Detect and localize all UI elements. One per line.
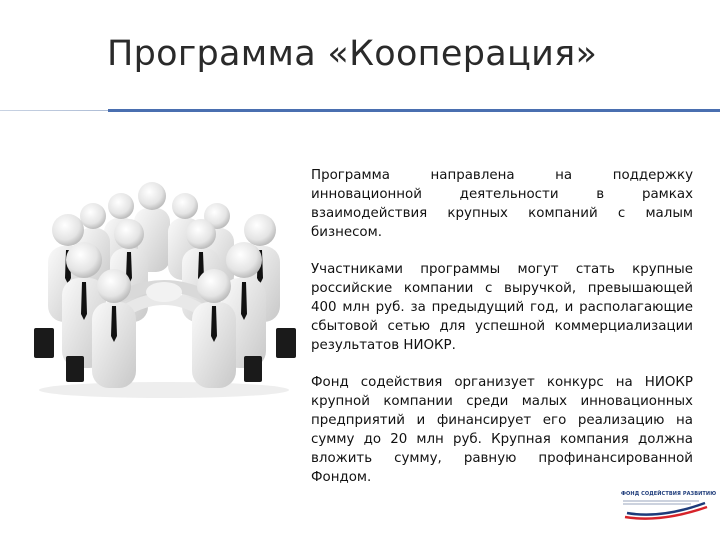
body-text bbox=[311, 166, 693, 505]
fund-logo-icon bbox=[621, 497, 711, 523]
paragraph-participants: Участниками программы могут стать крупные российские компании с выручкой, превышающей 400 млн руб. за предыдущий год, и располагающие сбытовой сетью для успешной коммерциализации результатов НИОКР. bbox=[311, 262, 693, 353]
fund-logo-text: ФОНД СОДЕЙСТВИЯ РАЗВИТИЮ bbox=[621, 491, 717, 497]
slide-title: Программа «Кооперация» bbox=[107, 34, 598, 74]
business-team-handshake-icon bbox=[22, 168, 307, 400]
paragraph-program-goal: Программа направлена на поддержку инновационной деятельности в рамках взаимодействия крупных компаний с малым бизнесом. bbox=[311, 168, 693, 240]
paragraph-fund-role: Фонд содействия организует конкурс на НИОКР крупной компании среди малых инновационных предприятий и финансирует его реализацию на сумму до 20 млн руб. Крупная компания должна вложить сумму, равную профинансированной Фондом. bbox=[311, 375, 693, 485]
fund-logo bbox=[621, 491, 717, 525]
title-divider bbox=[108, 109, 720, 112]
